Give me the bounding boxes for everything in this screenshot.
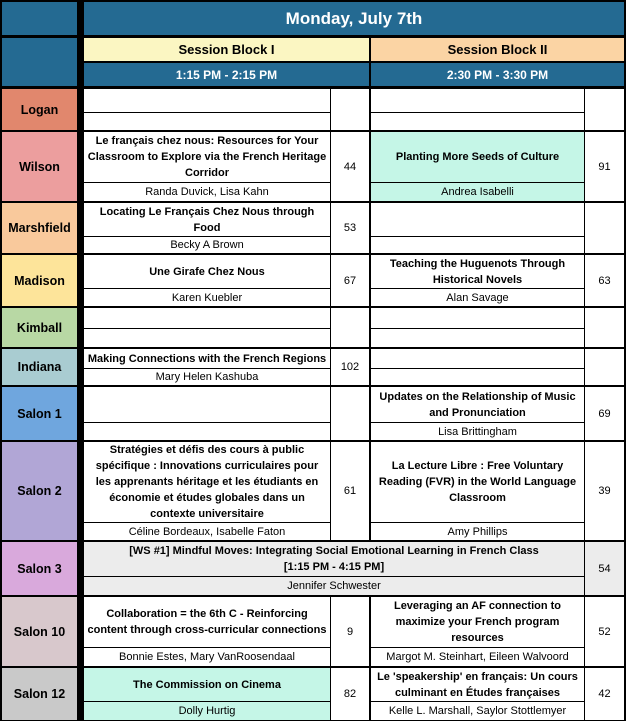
- s2-title: Le 'speakership' en français: Un cours culminant en Études françaises: [371, 668, 584, 701]
- s2-empty-bottom: [371, 113, 584, 130]
- s1-empty-number: [331, 89, 369, 130]
- s2-title: Updates on the Relationship of Music and Pronunciation: [371, 387, 584, 422]
- s2-presenters: Andrea Isabelli: [371, 183, 584, 201]
- s2-number: 42: [585, 668, 624, 720]
- s2-presenters: Lisa Brittingham: [371, 423, 584, 440]
- s2-number: 39: [585, 442, 624, 540]
- s2-empty-bottom: [371, 329, 584, 347]
- s2-number: 63: [585, 255, 624, 306]
- s1-empty-number: [331, 308, 369, 347]
- s1-empty-bottom: [84, 113, 330, 130]
- s2-empty-bottom: [371, 369, 584, 385]
- s2-empty-bottom: [371, 237, 584, 253]
- s1-presenters: Bonnie Estes, Mary VanRoosendaal: [84, 648, 330, 666]
- workshop-presenters: Jennifer Schwester: [84, 577, 584, 595]
- s1-title: Locating Le Français Chez Nous through Food: [84, 203, 330, 236]
- s2-presenters: Amy Phillips: [371, 523, 584, 540]
- s2-number: 52: [585, 597, 624, 666]
- workshop-time: [1:15 PM - 4:15 PM]: [283, 561, 385, 573]
- room-label-wilson: Wilson: [2, 132, 77, 201]
- room-label-kimball: Kimball: [2, 308, 77, 347]
- s1-empty-top: [84, 387, 330, 422]
- s1-presenters: Mary Helen Kashuba: [84, 369, 330, 385]
- s2-number: 91: [585, 132, 624, 201]
- s1-presenters: Becky A Brown: [84, 237, 330, 253]
- s1-number: 102: [331, 349, 369, 385]
- s2-empty-top: [371, 308, 584, 328]
- room-label-madison: Madison: [2, 255, 77, 306]
- s2-empty-top: [371, 203, 584, 236]
- s1-title: Making Connections with the French Regions: [84, 349, 330, 368]
- s2-title: La Lecture Libre : Free Voluntary Reading (FVR) in the World Language Classroom: [371, 442, 584, 522]
- s1-number: 9: [331, 597, 369, 666]
- room-label-logan: Logan: [2, 89, 77, 130]
- corner-cell-2: [2, 38, 77, 86]
- s2-presenters: Margot M. Steinhart, Eileen Walvoord: [371, 648, 584, 666]
- workshop-header: [84, 542, 584, 576]
- corner-cell: [2, 2, 77, 35]
- room-label-salon-1: Salon 1: [2, 387, 77, 440]
- s2-empty-top: [371, 349, 584, 368]
- room-label-salon-10: Salon 10: [2, 597, 77, 666]
- s2-empty-number: [585, 308, 624, 347]
- s2-empty-number: [585, 89, 624, 130]
- s2-number: 69: [585, 387, 624, 440]
- s2-title: Leveraging an AF connection to maximize your French program resources: [371, 597, 584, 647]
- s1-number: 61: [331, 442, 369, 540]
- session-block-1-time: 1:15 PM - 2:15 PM: [84, 63, 369, 86]
- s2-empty-number: [585, 203, 624, 253]
- room-label-indiana: Indiana: [2, 349, 77, 385]
- workshop-number: 54: [585, 542, 624, 595]
- s1-number: 82: [331, 668, 369, 720]
- s1-title: Le français chez nous: Resources for Your Classroom to Explore via the French Heritage Corridor: [84, 132, 330, 182]
- s1-presenters: Dolly Hurtig: [84, 702, 330, 720]
- s1-presenters: Randa Duvick, Lisa Kahn: [84, 183, 330, 201]
- s1-title: Stratégies et défis des cours à public spécifique : Innovations curriculaires pour les apprenants héritage et les étudiants en économie et études globales dans un contexte universitaire: [84, 442, 330, 522]
- workshop-title: [WS #1] Mindful Moves: Integrating Social Emotional Learning in French Class: [129, 545, 539, 557]
- s1-number: 67: [331, 255, 369, 306]
- s1-title: Une Girafe Chez Nous: [84, 255, 330, 288]
- session-block-2-label: Session Block II: [371, 38, 624, 61]
- s1-empty-top: [84, 308, 330, 328]
- s1-title: Collaboration = the 6th C - Reinforcing content through cross-curricular connections: [84, 597, 330, 647]
- session-block-2-time: 2:30 PM - 3:30 PM: [371, 63, 624, 86]
- s1-empty-top: [84, 89, 330, 112]
- room-label-salon-3: Salon 3: [2, 542, 77, 595]
- s2-title: Planting More Seeds of Culture: [371, 132, 584, 182]
- s1-title: The Commission on Cinema: [84, 668, 330, 701]
- schedule-date: Monday, July 7th: [84, 2, 624, 35]
- s1-presenters: Karen Kuebler: [84, 289, 330, 306]
- s1-number: 44: [331, 132, 369, 201]
- room-label-salon-2: Salon 2: [2, 442, 77, 540]
- s2-presenters: Kelle L. Marshall, Saylor Stottlemyer: [371, 702, 584, 720]
- s2-empty-number: [585, 349, 624, 385]
- room-label-marshfield: Marshfield: [2, 203, 77, 253]
- s2-empty-top: [371, 89, 584, 112]
- s1-number: 53: [331, 203, 369, 253]
- s1-presenters: Céline Bordeaux, Isabelle Faton: [84, 523, 330, 540]
- s2-title: Teaching the Huguenots Through Historical Novels: [371, 255, 584, 288]
- s2-presenters: Alan Savage: [371, 289, 584, 306]
- room-label-salon-12: Salon 12: [2, 668, 77, 720]
- session-block-1-label: Session Block I: [84, 38, 369, 61]
- s1-empty-number: [331, 387, 369, 440]
- s1-empty-bottom: [84, 329, 330, 347]
- s1-empty-bottom: [84, 423, 330, 440]
